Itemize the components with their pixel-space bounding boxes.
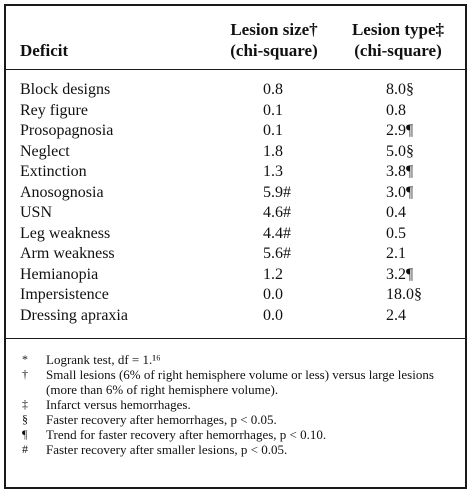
cell-lesion-size: 0.8 xyxy=(263,81,283,98)
cell-deficit: Neglect xyxy=(20,142,70,160)
table-row xyxy=(0,80,474,101)
cell-deficit: Impersistence xyxy=(20,286,109,303)
table-row xyxy=(0,285,474,306)
cell-deficit: Arm weakness xyxy=(20,245,115,262)
footnote-symbol: † xyxy=(22,367,28,381)
header-lesion-size-subtitle: (chi-square) xyxy=(230,41,318,60)
table-row xyxy=(0,244,474,265)
header-lesion-size xyxy=(222,19,326,61)
cell-lesion-size: 0.0 xyxy=(263,306,283,324)
cell-lesion-type: 2.9¶ xyxy=(386,122,414,139)
cell-lesion-type: 8.0§ xyxy=(386,81,414,98)
footnote xyxy=(0,442,474,457)
table-body xyxy=(0,80,474,326)
footnote-symbol: ¶ xyxy=(22,427,28,441)
table-row xyxy=(0,306,474,327)
footnote-text: Small lesions (6% of right hemisphere volume or less) versus large lesions (more than 6% of right hemisphere volume). xyxy=(46,367,434,397)
cell-deficit: Prosopagnosia xyxy=(20,122,114,139)
cell-lesion-size: 4.6# xyxy=(263,204,291,221)
cell-lesion-type: 18.0§ xyxy=(386,286,422,303)
cell-lesion-size: 4.4# xyxy=(263,224,291,242)
cell-lesion-type: 0.5 xyxy=(386,224,406,242)
cell-lesion-type: 5.0§ xyxy=(386,142,414,160)
footnote-text: Infarct versus hemorrhages. xyxy=(46,397,191,412)
cell-lesion-size: 1.8 xyxy=(263,142,283,160)
header-lesion-size-title: Lesion size† xyxy=(230,20,318,39)
footnote-text: Faster recovery after smaller lesions, p < 0.05. xyxy=(46,442,288,457)
cell-deficit: Rey figure xyxy=(20,101,88,119)
footnote-symbol: * xyxy=(22,352,28,366)
header-deficit: Deficit xyxy=(20,41,69,60)
cell-deficit: USN xyxy=(20,204,53,221)
table-row xyxy=(0,224,474,245)
cell-lesion-size: 0.0 xyxy=(263,286,283,303)
header-lesion-type-subtitle: (chi-square) xyxy=(354,41,442,60)
table-row xyxy=(0,142,474,163)
header-divider xyxy=(4,69,467,70)
cell-lesion-type: 0.4 xyxy=(386,204,406,221)
cell-deficit: Anosognosia xyxy=(20,183,104,201)
table-row xyxy=(0,183,474,204)
footnote-divider xyxy=(4,338,467,339)
cell-lesion-type: 3.8¶ xyxy=(386,163,414,180)
footnote-symbol: § xyxy=(22,412,28,426)
cell-lesion-size: 1.2 xyxy=(263,265,283,283)
cell-deficit: Block designs xyxy=(20,81,111,98)
footnote-text: Trend for faster recovery after hemorrhages, p < 0.10. xyxy=(46,427,327,442)
footnote-text: Faster recovery after hemorrhages, p < 0.05. xyxy=(46,412,277,427)
table-row xyxy=(0,162,474,183)
footnote xyxy=(0,427,474,442)
footnote xyxy=(0,352,474,367)
table-row xyxy=(0,203,474,224)
footnote xyxy=(0,412,474,427)
cell-lesion-size: 0.1 xyxy=(263,122,283,139)
footnote xyxy=(0,397,474,412)
cell-deficit: Hemianopia xyxy=(20,265,99,283)
cell-deficit: Leg weakness xyxy=(20,224,111,242)
cell-deficit: Extinction xyxy=(20,163,87,180)
table-row xyxy=(0,265,474,286)
table-row xyxy=(0,121,474,142)
footnotes xyxy=(0,352,474,457)
cell-lesion-size: 1.3 xyxy=(263,163,283,180)
cell-lesion-size: 0.1 xyxy=(263,101,283,119)
cell-lesion-type: 2.4 xyxy=(386,306,406,324)
table-row xyxy=(0,101,474,122)
footnote xyxy=(0,367,474,397)
header-lesion-type-title: Lesion type‡ xyxy=(351,20,445,39)
cell-lesion-size: 5.6# xyxy=(263,245,291,262)
cell-lesion-type: 2.1 xyxy=(386,245,406,262)
cell-lesion-type: 3.0¶ xyxy=(386,183,414,201)
footnote-symbol: ‡ xyxy=(22,397,28,411)
cell-lesion-type: 3.2¶ xyxy=(386,265,414,283)
header-lesion-type xyxy=(340,19,456,61)
cell-deficit: Dressing apraxia xyxy=(20,306,128,324)
footnote-text: Logrank test, df = 1.¹⁶ xyxy=(46,352,161,367)
cell-lesion-type: 0.8 xyxy=(386,101,406,119)
cell-lesion-size: 5.9# xyxy=(263,183,291,201)
footnote-symbol: # xyxy=(22,442,28,456)
